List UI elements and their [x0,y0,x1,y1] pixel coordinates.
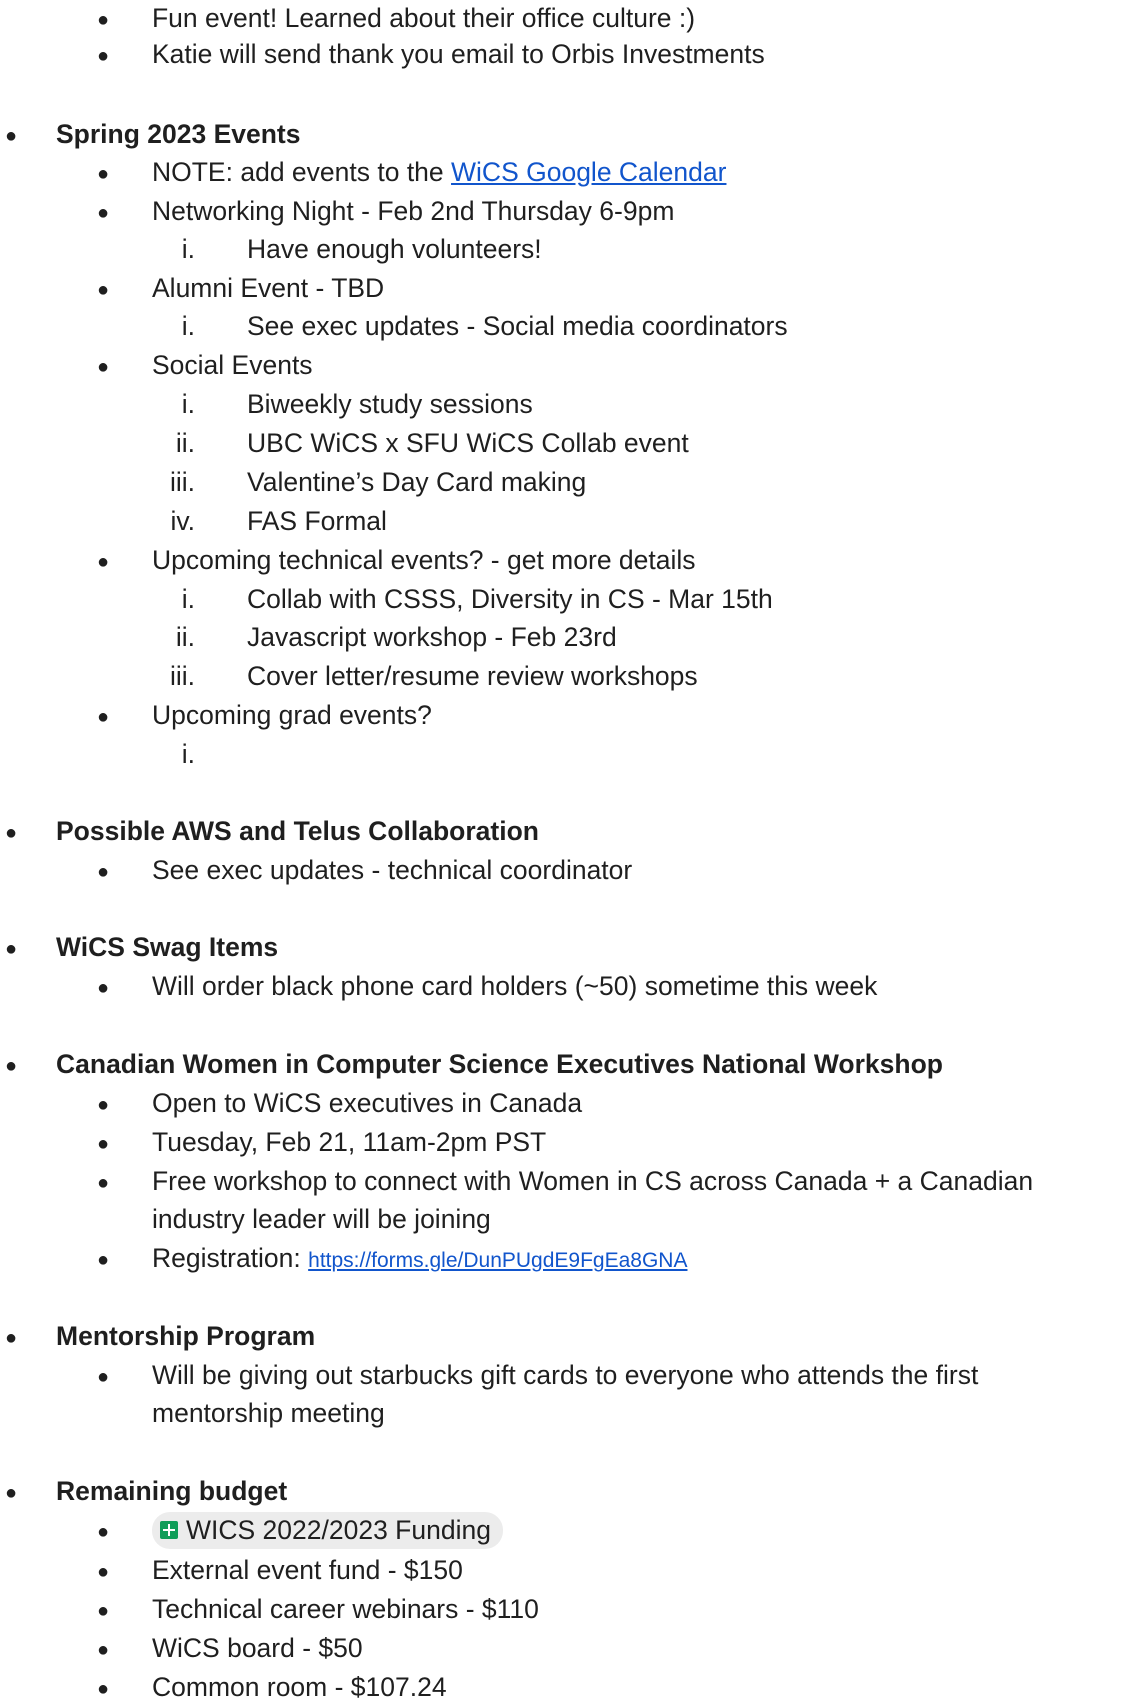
bullet: ● [5,125,18,147]
sub-item-text: UBC WiCS x SFU WiCS Collab event [247,428,689,458]
roman-numeral: i. [181,739,195,769]
list-item [97,1635,363,1662]
list-item [97,547,696,574]
registration-label: Registration: [152,1243,309,1273]
list-item-text: WiCS board - $50 [152,1633,363,1663]
list-item-text: Open to WiCS executives in Canada [152,1088,583,1118]
bullet: ● [97,1561,110,1583]
list-item-text: Alumni Event - TBD [152,273,385,303]
list-item [97,159,726,186]
list-item [97,1129,546,1156]
section-heading [5,1051,943,1078]
bullet: ● [97,1133,110,1155]
roman-numeral: i. [181,311,195,341]
bullet: ● [97,45,110,67]
bullet: ● [5,822,18,844]
roman-numeral: i. [181,234,195,264]
section-heading [5,121,301,148]
list-item-text: Fun event! Learned about their office culture :) [152,3,696,33]
list-item [97,1245,687,1272]
calendar-link[interactable]: WiCS Google Calendar [451,157,727,187]
file-chip[interactable] [152,1512,503,1549]
list-item-continuation: mentorship meeting [152,1398,385,1428]
list-item [97,1557,463,1584]
list-item [97,1674,447,1701]
note-text: NOTE: add events to the [152,157,452,187]
list-item [97,702,432,729]
bullet: ● [5,1327,18,1349]
list-item-text: Upcoming grad events? [152,700,432,730]
bullet: ● [97,1094,110,1116]
section-heading [5,818,539,845]
list-item-continuation: industry leader will be joining [152,1204,491,1234]
bullet: ● [97,706,110,728]
bullet: ● [97,1678,110,1700]
bullet: ● [5,1482,18,1504]
list-item [97,1362,978,1389]
sub-item-text: Cover letter/resume review workshops [247,661,698,691]
sub-item-text: FAS Formal [247,506,387,536]
list-item-text: Common room - $107.24 [152,1672,447,1702]
list-item [97,1512,503,1549]
list-item-text: Networking Night - Feb 2nd Thursday 6-9pm [152,196,675,226]
section-heading [5,934,278,961]
bullet: ● [97,1172,110,1194]
sub-item-text: Valentine’s Day Card making [247,467,587,497]
section-heading [5,1323,315,1350]
bullet: ● [97,202,110,224]
bullet: ● [97,1600,110,1622]
bullet: ● [97,279,110,301]
sub-item-text: Collab with CSSS, Diversity in CS - Mar 15th [247,584,773,614]
roman-numeral: iii. [169,661,195,691]
section-title: Canadian Women in Computer Science Executives National Workshop [56,1049,943,1079]
bullet: ● [5,1055,18,1077]
roman-numeral: ii. [175,428,195,458]
section-title: Remaining budget [56,1476,288,1506]
list-item-text: Social Events [152,350,313,380]
sub-item-text: Biweekly study sessions [247,389,533,419]
bullet: ● [5,938,18,960]
list-item [97,1168,1033,1195]
sub-item-text: Have enough volunteers! [247,234,542,264]
bullet: ● [97,1249,110,1271]
section-title: Spring 2023 Events [56,119,301,149]
bullet: ● [97,1639,110,1661]
section-title: Possible AWS and Telus Collaboration [56,816,539,846]
list-item [97,973,877,1000]
list-item-text: Will order black phone card holders (~50) sometime this week [152,971,878,1001]
bullet: ● [97,163,110,185]
list-item-text: Technical career webinars - $110 [152,1594,539,1624]
registration-link[interactable]: https://forms.gle/DunPUgdE9FgEa8GNA [308,1249,688,1272]
list-item [97,198,674,225]
list-item-text: See exec updates - technical coordinator [152,855,633,885]
list-item [97,41,765,68]
sub-item-text: Javascript workshop - Feb 23rd [247,622,617,652]
list-item-text: Will be giving out starbucks gift cards to everyone who attends the first [152,1360,979,1390]
sub-item-text: See exec updates - Social media coordinators [247,311,788,341]
section-heading [5,1478,287,1505]
list-item [97,857,632,884]
bullet: ● [97,1366,110,1388]
bullet: ● [97,861,110,883]
bullet: ● [97,977,110,999]
section-title: WiCS Swag Items [56,932,279,962]
roman-numeral: i. [181,584,195,614]
roman-numeral: i. [181,389,195,419]
section-title: Mentorship Program [56,1321,316,1351]
bullet: ● [97,356,110,378]
list-item-text: Upcoming technical events? - get more details [152,545,696,575]
list-item-text: External event fund - $150 [152,1555,463,1585]
list-item-text: Tuesday, Feb 21, 11am-2pm PST [152,1127,547,1157]
list-item [97,352,313,379]
bullet: ● [97,551,110,573]
bullet: ● [97,9,110,31]
list-item [97,1596,539,1623]
google-sheets-icon [160,1521,178,1539]
roman-numeral: iii. [169,467,195,497]
list-item [97,1090,582,1117]
roman-numeral: ii. [175,622,195,652]
list-item-text: Free workshop to connect with Women in CS across Canada + a Canadian [152,1166,1034,1196]
list-item [97,275,384,302]
bullet: ● [97,1521,110,1543]
roman-numeral: iv. [170,506,195,536]
list-item-text: Katie will send thank you email to Orbis Investments [152,39,765,69]
file-chip-label: WICS 2022/2023 Funding [186,1515,491,1545]
list-item [97,5,695,32]
